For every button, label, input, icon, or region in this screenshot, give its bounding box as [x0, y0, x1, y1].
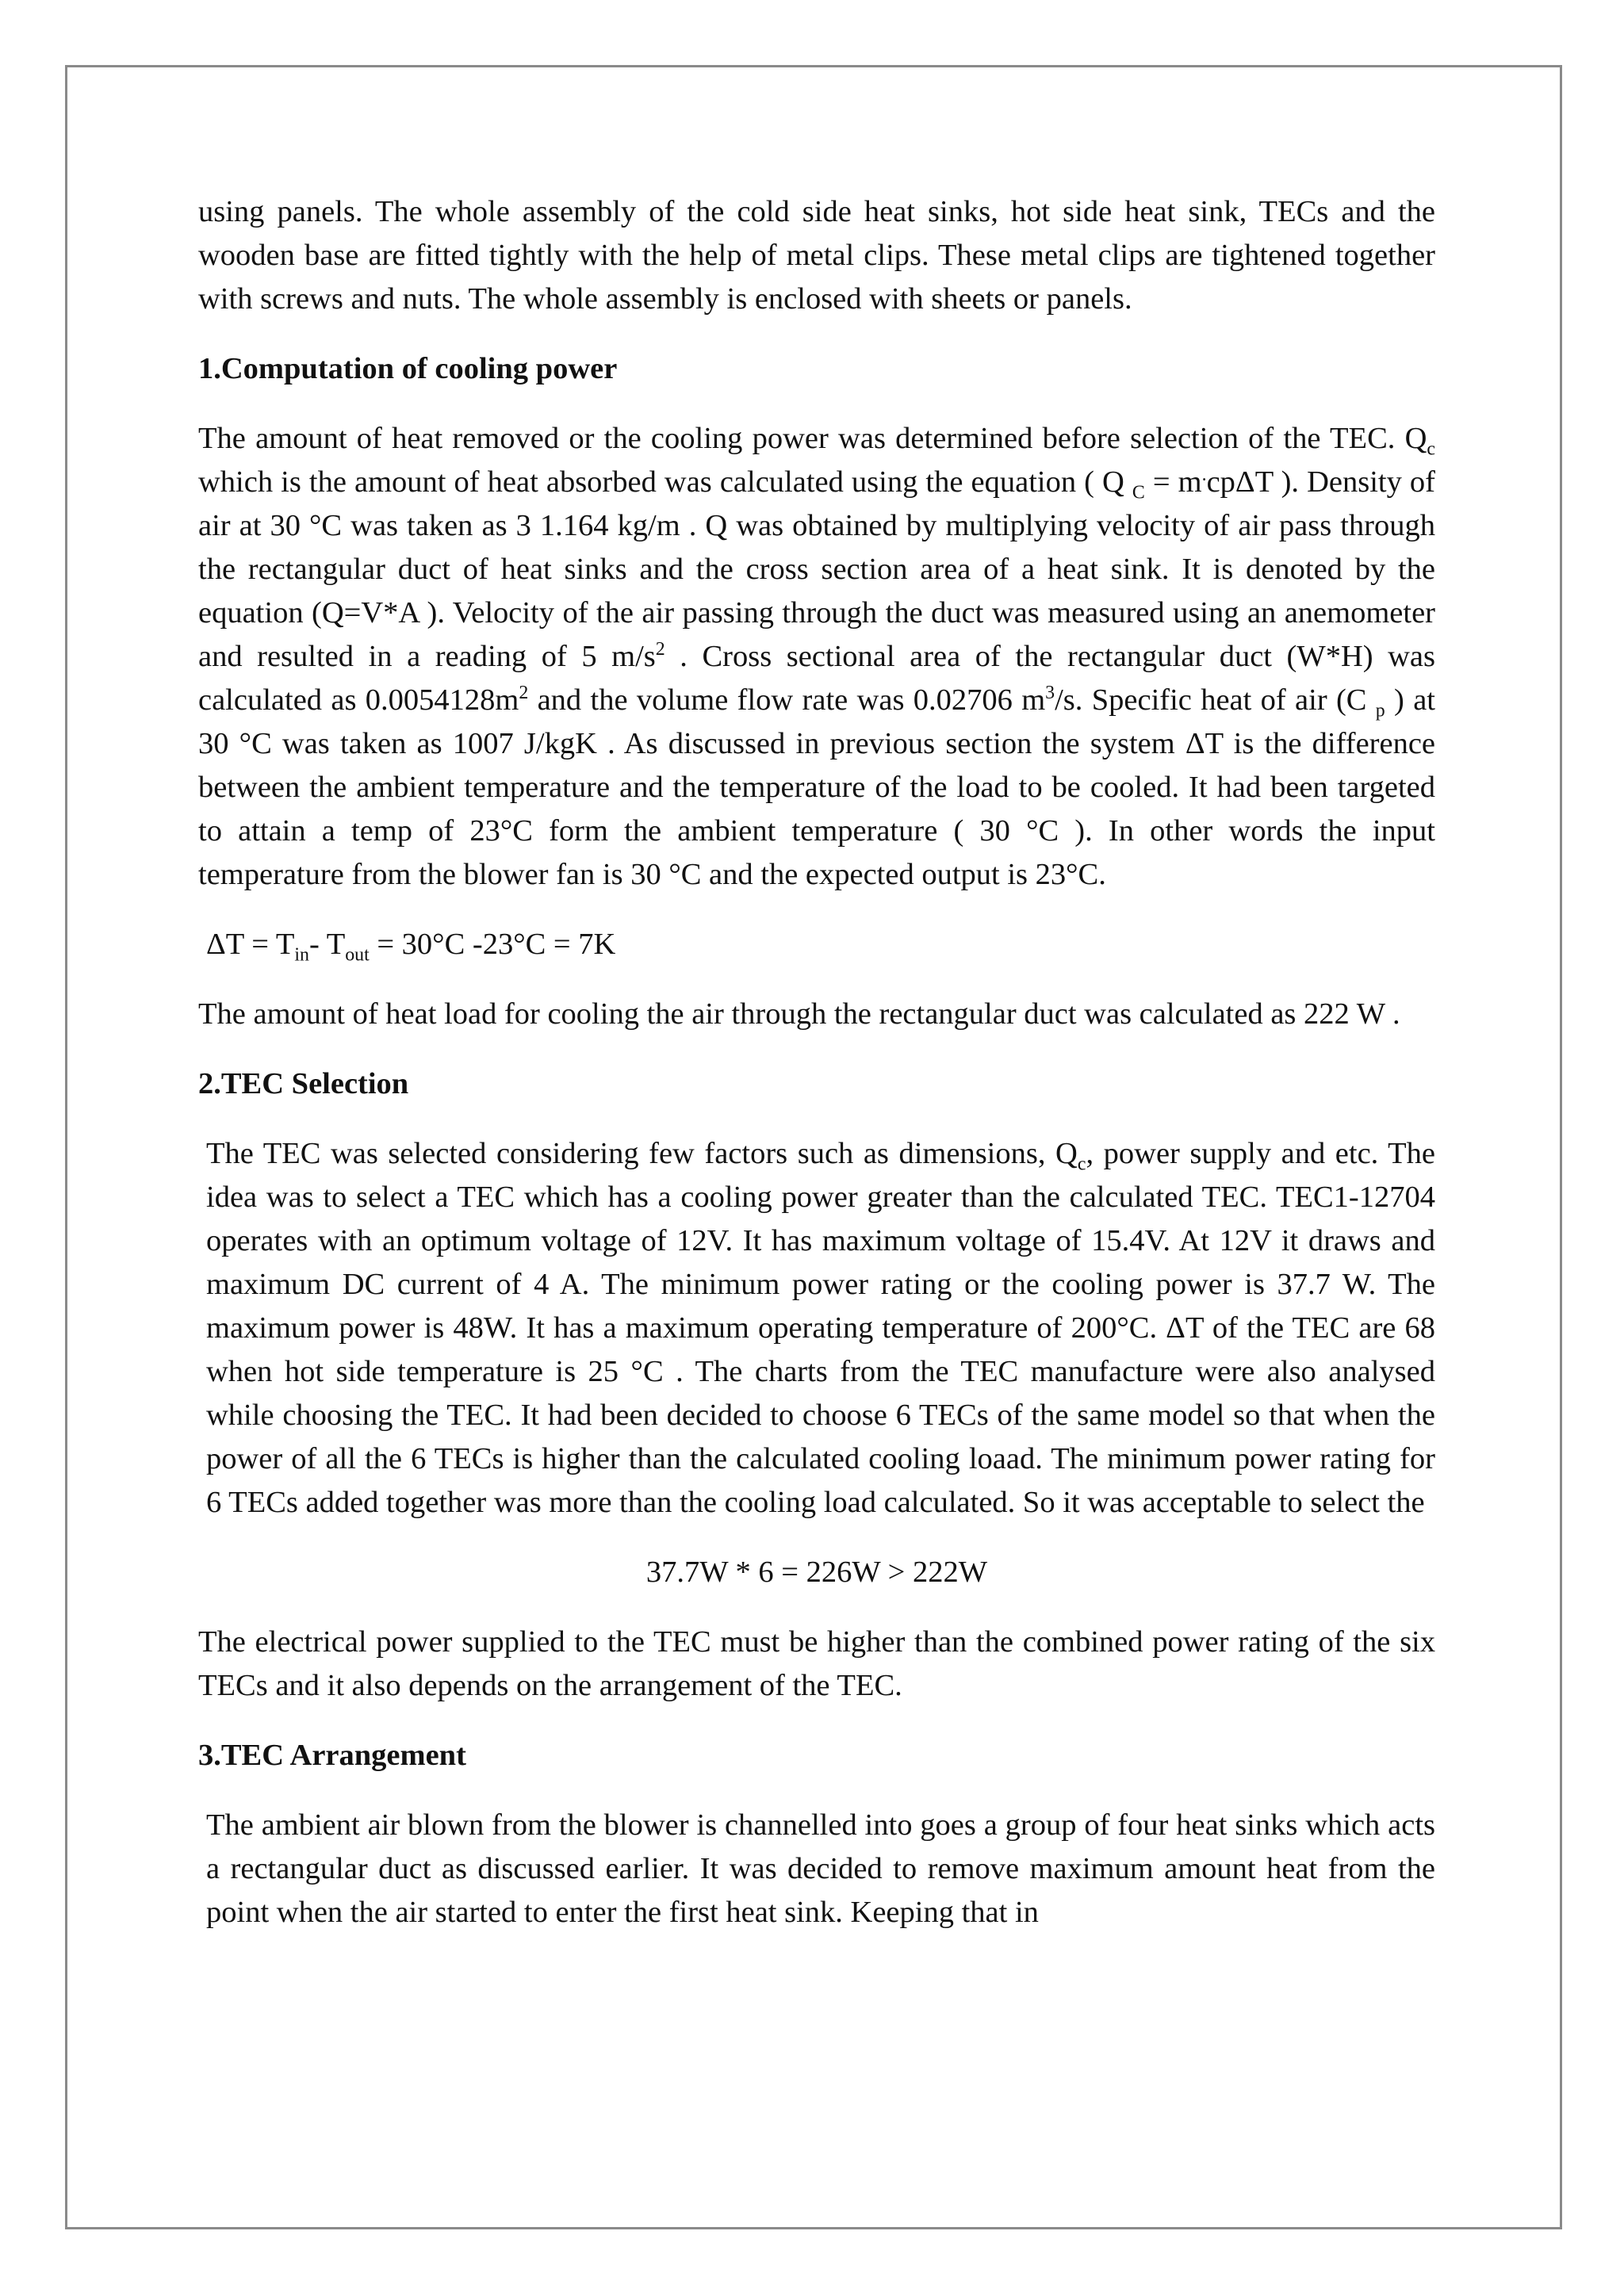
- section-3-paragraph-1: The ambient air blown from the blower is channelled into goes a group of four heat sinks which acts a rectangular duct as discussed earlier. It was decided to remove maximum amount heat from the point when the air started to enter the first heat sink. Keeping that in: [206, 1808, 1435, 1929]
- section-3-heading: 3.TEC Arrangement: [198, 1739, 466, 1772]
- power-equation: 37.7W * 6 = 226W > 222W: [645, 1556, 988, 1589]
- section-2-heading: 2.TEC Selection: [198, 1067, 409, 1100]
- section-2-paragraph-1: The TEC was selected considering few factors such as dimensions, $Q_c$, power supply and etc. The idea was to select a TEC which has a cooling power greater than the calculated TEC. TEC1-12704 operates with an optimum voltage of 12V. It has maximum voltage of 15.4V. At 12V it draws and maximum DC current of 4 A. The minimum power rating or the cooling power is 37.7 W. The maximum power is 48W. It has a maximum operating temperature of 200°C. ΔT of the TEC are 68 when hot side temperature is 25 °C . The charts from the TEC manufacture were also analysed while choosing the TEC. It had been decided to choose 6 TECs of the same model so that when the power of all the 6 TECs is higher than the calculated cooling loaad. The minimum power rating for 6 TECs added together was more than the cooling load calculated. So it was acceptable to select the: [206, 1137, 1436, 1519]
- document-body: [198, 190, 1435, 1961]
- section-2-paragraph-2: The electrical power supplied to the TEC must be higher than the combined power rating of the six TECs and it also depends on the arrangement of the TEC.: [198, 1625, 1435, 1702]
- section-1-heading: 1.Computation of cooling power: [198, 352, 618, 385]
- delta-t-equation: $\Delta T = T_{in}-$ $T_{out} = 30^\circ C$ -23°C = 7K: [206, 928, 616, 966]
- section-1-paragraph-2: The amount of heat load for cooling the air through the rectangular duct was calculated as 222 W .: [198, 997, 1400, 1031]
- section-1-paragraph-1: The amount of heat removed or the cooling power was determined before selection of the TEC. $Q_c$ which is the amount of heat absorbed was calculated using the equation ( Q $_C$ = m.cpΔT ). Density of air at 30 °C was taken as 3 1.164 kg/m . Q was obtained by multiplying velocity of air pass through the rectangular duct of heat sinks and the cross section area of a heat sink. It is denoted by the equation (Q=V*A ). Velocity of the air passing through the duct was measured using an anemometer and resulted in a reading of 5 $m/s^2$ . Cross sectional area of the rectangular duct (W*H) was calculated as $0.0054128m^2$ and the volume flow rate was 0.02706 $m^3/s$. Specific heat of air (C $_p$ ) at 30 °C was taken as 1007 J/kgK . As discussed in previous section the system ΔT is the difference between the ambient temperature and the temperature of the load to be cooled. It had been targeted to attain a temp of 23°C form the ambient temperature ( 30 °C ). In other words the input temperature from the blower fan is 30 °C and the expected output is 23°C.: [198, 422, 1436, 891]
- intro-paragraph: using panels. The whole assembly of the cold side heat sinks, hot side heat sink, TECs and the wooden base are fitted tightly with the help of metal clips. These metal clips are tightened together with screws and nuts. The whole assembly is enclosed with sheets or panels.: [198, 195, 1435, 316]
